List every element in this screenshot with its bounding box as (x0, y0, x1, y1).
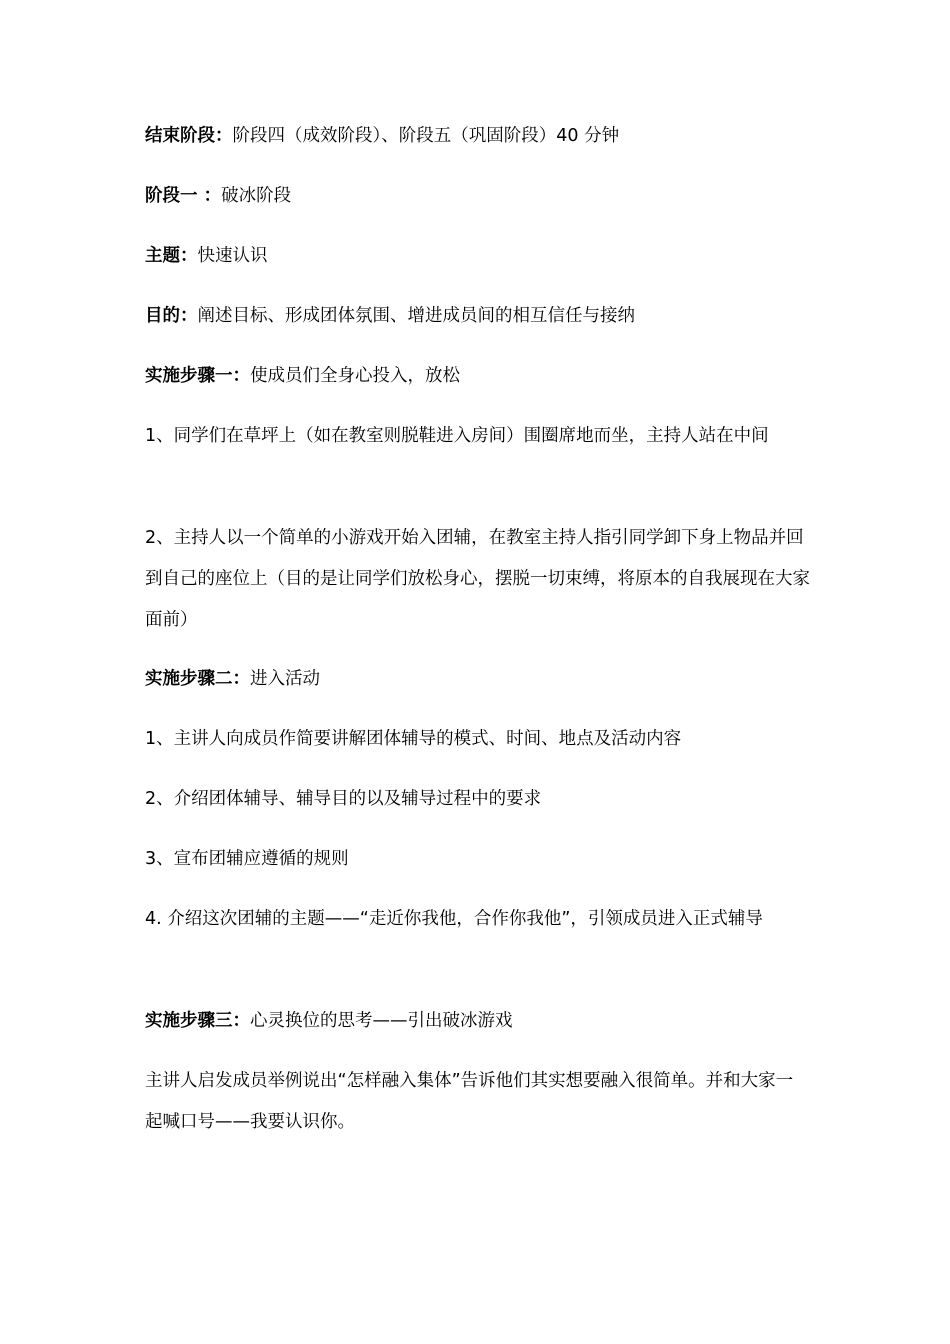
paragraph-text: 2、介绍团体辅导、辅导目的以及辅导过程中的要求 (145, 789, 542, 809)
paragraph-step-three-body (145, 1061, 810, 1143)
paragraph-text: 阐述目标、形成团体氛围、增进成员间的相互信任与接纳 (197, 306, 635, 326)
paragraph-step-two-item-1 (145, 719, 810, 760)
paragraph-label: 实施步骤三： (145, 1011, 250, 1031)
paragraph-stage-one (145, 176, 810, 217)
paragraph-theme (145, 236, 810, 277)
paragraph-text: 4. 介绍这次团辅的主题——“走近你我他，合作你我他”，引领成员进入正式辅导 (145, 909, 763, 929)
paragraph-step-one-item-2 (145, 518, 810, 641)
paragraph-step-two (145, 659, 810, 700)
paragraph-step-one (145, 356, 810, 397)
paragraph-text: 破冰阶段 (221, 186, 292, 206)
paragraph-text: 2、主持人以一个简单的小游戏开始入团辅，在教室主持人指引同学卸下身上物品并回到自己的座位上（目的是让同学们放松身心，摆脱一切束缚，将原本的自我展现在大家面前） (145, 528, 810, 630)
paragraph-text: 主讲人启发成员举例说出“怎样融入集体”告诉他们其实想要融入很简单。并和大家一起喊口号——我要认识你。 (145, 1071, 794, 1132)
paragraph-text: 进入活动 (250, 669, 320, 689)
paragraph-step-two-item-4 (145, 899, 810, 940)
paragraph-text: 阶段四（成效阶段）、阶段五（巩固阶段）40 分钟 (232, 126, 620, 146)
paragraph-text: 心灵换位的思考——引出破冰游戏 (250, 1011, 513, 1031)
paragraph-step-one-item-1 (145, 416, 810, 457)
paragraph-text: 1、同学们在草坪上（如在教室则脱鞋进入房间）围圈席地而坐，主持人站在中间 (145, 426, 769, 446)
paragraph-step-two-item-3 (145, 839, 810, 880)
paragraph-label: 结束阶段： (145, 126, 233, 146)
paragraph-purpose (145, 296, 810, 337)
paragraph-text: 快速认识 (197, 246, 268, 266)
paragraph-label: 实施步骤二： (145, 669, 250, 689)
paragraph-label: 主题： (145, 246, 198, 266)
paragraph-label: 阶段一 ： (145, 186, 222, 206)
paragraph-text: 3、宣布团辅应遵循的规则 (145, 849, 349, 869)
paragraph-step-two-item-2 (145, 779, 810, 820)
paragraph-closing-stage (145, 116, 810, 157)
paragraph-label: 目的： (145, 306, 198, 326)
paragraph-label: 实施步骤一： (145, 366, 250, 386)
paragraph-step-three (145, 1001, 810, 1042)
paragraph-text: 1、主讲人向成员作简要讲解团体辅导的模式、时间、地点及活动内容 (145, 729, 682, 749)
paragraph-text: 使成员们全身心投入，放松 (250, 366, 460, 386)
